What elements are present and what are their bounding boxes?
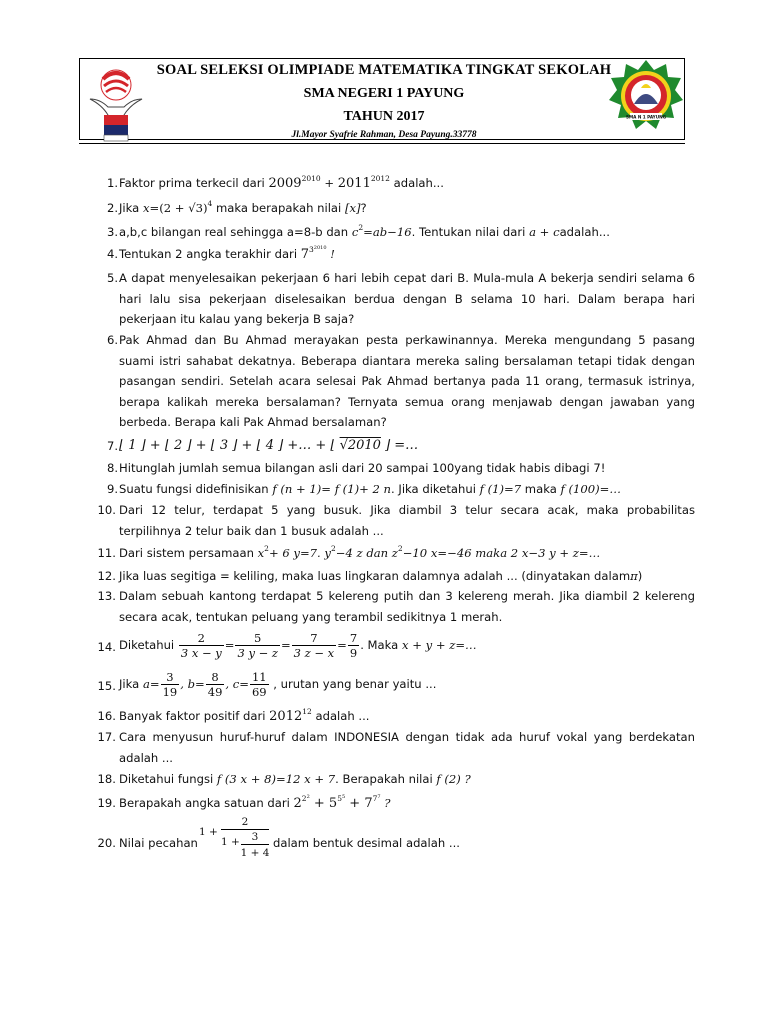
exam-year: TAHUN 2017 <box>343 109 425 124</box>
exam-title: SOAL SELEKSI OLIMPIADE MATEMATIKA TINGKAT SEKOLAH <box>156 62 612 78</box>
svg-text:SMA N 1 PAYUNG: SMA N 1 PAYUNG <box>625 114 667 120</box>
school-address: Jl.Mayor Syafrie Rahman, Desa Payung.33778 <box>291 130 477 140</box>
right-school-logo-icon <box>608 58 684 134</box>
school-name: SMA NEGERI 1 PAYUNG <box>303 86 465 101</box>
question-20: 20. Nilai pecahan 1 + 2 1 + 3 1 + 4 dalam bentuk desimal adalah ... <box>97 816 460 859</box>
header-divider <box>79 143 685 144</box>
exam-page: SOAL SELEKSI OLIMPIADE MATEMATIKA TINGKAT SEKOLAH SMA NEGERI 1 PAYUNG TAHUN 2017 Jl.Mayor Syafrie Rahman, Desa Payung.33778 SMA N 1 PAYUNG 1. Faktor prima terkecil dari $2009^{2010} + 2011^{2012}$ adalah... 2. Jika $x=(2 + √3)^4$ maka berapakah nilai [x]? 3. a,b,c bilangan real sehingga a=8-b dan $c^2=ab-16$. Tentukan nilai dari a + cadalah... 4. Tentukan 2 angka terakhir dari $7^{3^{2010}}$ ! 5. A dapat menyelesaikan pekerjaan 6 hari lebih cepat dari B. Mula-mula A bekerja sendiri selama 6 hari lalu sisa pekerjaan diselesaikan berdua dengan B selama 10 hari. Dalam berapa hari pekerjaan itu kalau yang bekerja B saja? 6. Pak Ahmad dan Bu Ahmad merayakan pesta perkawinannya. Mereka mengundang 5 pasang suami istri sahabat dekatnya. Beberapa diantara mereka saling bersalaman tetapi tidak dengan pasangan sendiri. Setelah acara selesai Pak Ahmad bertanya pada 11 orang, termasuk istrinya, berapa kalikah mereka bersalaman? Ternyata semua orang menjawab dengan jawaban yang berbeda. Berapa kali Pak Ahmad bersalaman? 7. ⌊ 1 ⌋ + ⌊ 2 ⌋ + ⌊ 3 ⌋ + ⌊ 4 ⌋ +… + ⌊ √2010 ⌋ =… 8. Hitunglah jumlah semua bilangan asli dari 20 sampai 100yang tidak habis dibagi 7! 9. Suatu fungsi didefinisikan f (n + 1)= f (1)+ 2 n. Jika diketahui f (1)=7 maka f (100)=… 10. Dari 12 telur, terdapat 5 yang busuk. Jika diambil 3 telur secara acak, maka probabilitas terpilihnya 2 telur baik dan 1 busuk adalah ... 11. Dari sistem persamaan $x^2+ 6$ y=7. $y^2-4$ z dan $z^2-10$ x=−46 maka 2 x−3 y + z=… 12. Jika luas segitiga = keliling, maka luas lingkaran dalamnya adalah ... (dinyatakan dalamπ) 13. Dalam sebuah kantong terdapat 5 kelereng putih dan 3 kelereng merah. Jika diambil 2 kelereng secara acak, tentukan peluang yang terambil sedikitnya 1 merah. 14. Diketahui $\frac{2}{3 x - y}$ = $\frac{5}{3 y - z}$ = $\frac{7}{3 z - x}$ = $\frac{7}{9}$ . Maka x + y + z=… 15. Jika a= $\frac{3}{19}$ , b= $\frac{8}{49}$ , c= $\frac{11}{69}$ , urutan yang benar yaitu ... 16. Banyak faktor positif dari 2012$^{12}$ adalah ... 17. Cara menyusun huruf-huruf dalam INDONESIA dengan tidak ada huruf vokal yang berdekatan adalah ... 18. Diketahui fungsi f (3 x + 8)=12 x + 7. Berapakah nilai f (2) ? 19. Berapakah angka satuan dari $2^{2^2} + 5^{5^5} + 7^{7^7}$ ? 20. Nilai pecahan 1 + 2 1 + 3 1 + 4 dalam bentuk desimal adalah ... <box>0 0 768 1024</box>
